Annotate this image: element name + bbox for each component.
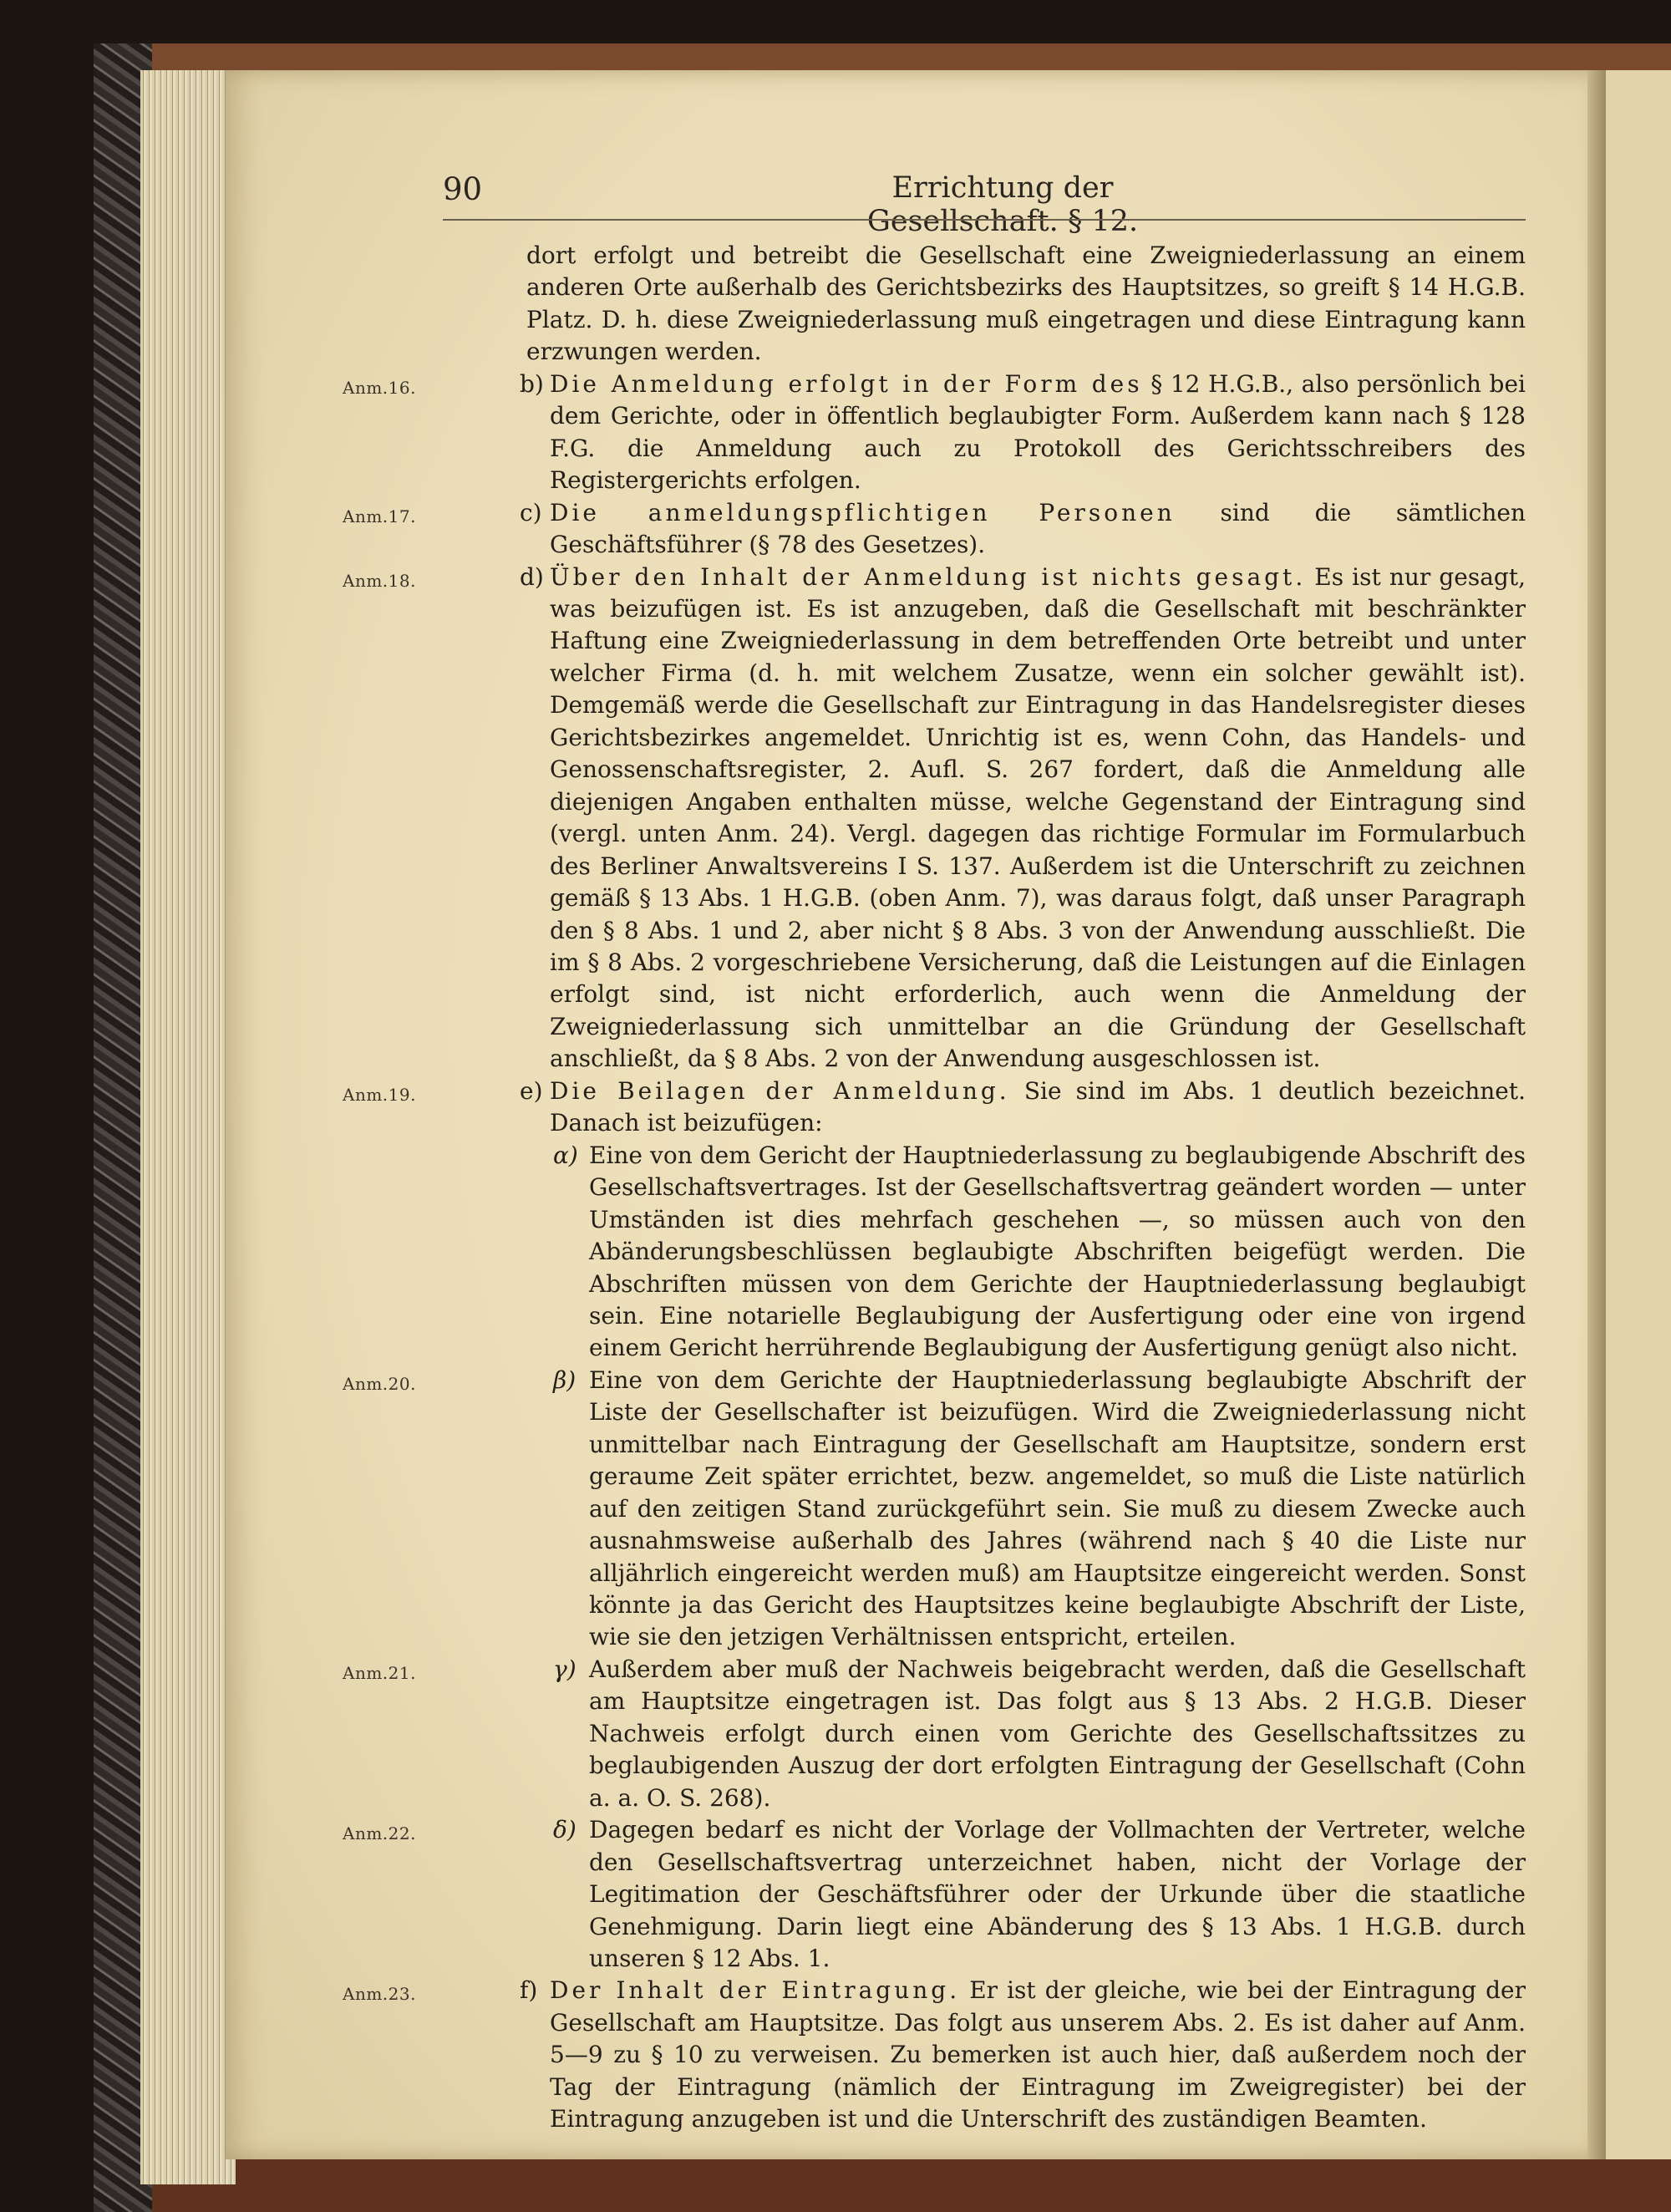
- margin-note: Anm.19.: [343, 1084, 416, 1105]
- subsection-text: Eine von dem Gericht der Hauptniederlassung zu beglaubigende Abschrift des Gesellschaftsvertrages. Ist der Gesellschaftsvertrag geändert worden — unter Umständen ist dies mehrfach geschehen —, so müssen auch von den Abänderungsbeschlüssen beglaubigte Abschriften beigefügt werden. Die Abschriften müssen von dem Gerichte der Hauptniederlassung beglaubigt sein. Eine notarielle Beglaubigung der Ausfertigung oder eine von irgend einem Gericht herrührende Beglaubigung der Ausfertigung genügt also nicht.: [589, 1141, 1526, 1362]
- item-label: f): [520, 1976, 538, 2005]
- subsection-gamma: [334, 1654, 1526, 1814]
- header-rule: [443, 219, 1526, 221]
- item-label: c): [520, 498, 542, 526]
- subsection-text: Dagegen bedarf es nicht der Vorlage der Vollmachten der Vertreter, welche den Gesellschaftsvertrag unterzeichnet haben, nicht der Vorlage der Legitimation der Geschäftsführer oder der Urkunde über die staatliche Genehmigung. Darin liegt eine Abänderung des § 13 Abs. 1 H.G.B. durch unseren § 12 Abs. 1.: [589, 1816, 1526, 1973]
- section-heading: Die Beilagen der Anmeldung.: [550, 1076, 1010, 1105]
- item-label: d): [520, 562, 544, 591]
- item-label: e): [520, 1076, 543, 1105]
- section-f: [334, 1975, 1526, 2135]
- item-label: b): [520, 369, 544, 398]
- page-number: 90: [443, 171, 483, 207]
- margin-note: Anm.18.: [343, 570, 416, 591]
- margin-note: Anm.21.: [343, 1662, 416, 1683]
- margin-note: Anm.16.: [343, 377, 416, 398]
- subitem-label: β): [553, 1365, 576, 1394]
- subsection-delta: [334, 1814, 1526, 1975]
- subsection-beta: [334, 1365, 1526, 1654]
- subitem-label: α): [553, 1141, 578, 1169]
- section-heading: Über den Inhalt der Anmeldung ist nichts gesagt.: [550, 562, 1307, 591]
- subsection-alpha: [334, 1140, 1526, 1365]
- page-edges: [140, 70, 236, 2184]
- page-body: [334, 240, 1526, 2136]
- subsection-text: Eine von dem Gerichte der Hauptniederlassung beglaubigte Abschrift der Liste der Gesellschafter ist beizufügen. Wird die Zweigniederlassung nicht unmittelbar nach Eintragung der Gesellschaft am Hauptsitze, sondern erst geraume Zeit später errichtet, bezw. angemeldet, so muß die Liste natürlich auf den zeitigen Stand zurückgeführt sein. Sie muß zu diesem Zwecke auch ausnahmsweise außerhalb des Jahres (während nach § 40 die Liste nur alljährlich eingereicht werden muß) am Hauptsitze eingereicht werden. Sonst könnte ja das Gericht des Hauptsitzes keine beglaubigte Abschrift der Liste, wie sie den jetzigen Verhältnissen entspricht, erteilen.: [589, 1365, 1526, 1651]
- margin-note: Anm.23.: [343, 1984, 416, 2005]
- section-text: Sie sind im Abs. 1 deutlich bezeichnet. Danach ist beizufügen:: [550, 1076, 1526, 1137]
- section-heading: Die Anmeldung erfolgt in der Form des: [550, 369, 1143, 398]
- margin-note: Anm.17.: [343, 506, 416, 526]
- section-b: [334, 369, 1526, 497]
- margin-note: Anm.20.: [343, 1373, 416, 1394]
- subsection-text: Außerdem aber muß der Nachweis beigebracht werden, daß die Gesellschaft am Hauptsitze eingetragen ist. Das folgt aus § 13 Abs. 2 H.G.B. Dieser Nachweis erfolgt durch einen vom Gerichte des Gesellschaftssitzes zu beglaubigenden Auszug der dort erfolgten Eintragung der Gesellschaft (Cohn a. a. O. S. 268).: [589, 1655, 1526, 1812]
- section-text: Es ist nur gesagt, was beizufügen ist. Es ist anzugeben, daß die Gesellschaft mit beschränkter Haftung eine Zweigniederlassung in dem betreffenden Orte betreibt und unter welcher Firma (d. h. mit welchem Zusatze, wenn ein solcher gewählt ist). Demgemäß werde die Gesellschaft zur Eintragung in das Handelsregister dieses Gerichtsbezirkes angemeldet. Unrichtig ist es, wenn Cohn, das Handels- und Genossenschaftsregister, 2. Aufl. S. 267 fordert, daß die Anmeldung alle diejenigen Angaben enthalten müsse, welche Gegenstand der Eintragung sind (vergl. unten Anm. 24). Vergl. dagegen das richtige Formular im Formularbuch des Berliner Anwaltsvereins I S. 137. Außerdem ist die Unterschrift zu zeichnen gemäß § 13 Abs. 1 H.G.B. (oben Anm. 7), was daraus folgt, daß unser Paragraph den § 8 Abs. 1 und 2, aber nicht § 8 Abs. 3 von der Anwendung ausschließt. Die im § 8 Abs. 2 vorgeschriebene Versicherung, daß die Leistungen auf die Einlagen erfolgt sind, ist nicht erforderlich, auch wenn die Anmeldung der Zweigniederlassung sich unmittelbar an die Gründung der Gesellschaft anschließt, da § 8 Abs. 2 von der Anwendung ausgeschlossen ist.: [550, 562, 1526, 1073]
- section-text: Er ist der gleiche, wie bei der Eintragung der Gesellschaft am Hauptsitze. Das folgt aus unserem Abs. 2. Es ist daher auf Anm. 5—9 zu § 10 zu verweisen. Zu bemerken ist auch hier, daß außerdem noch der Tag der Eintragung (nämlich der Eintragung im Zweigregister) bei der Eintragung anzugeben ist und die Unterschrift des zuständigen Beamten.: [550, 1976, 1526, 2133]
- section-text: sind die sämtlichen Geschäftsführer (§ 78 des Gesetzes).: [550, 498, 1526, 559]
- subitem-label: δ): [553, 1816, 576, 1844]
- facing-page-edge: [1606, 70, 1671, 2159]
- running-head: Errichtung der Gesellschaft. § 12.: [866, 171, 1139, 238]
- intro-paragraph: dort erfolgt und betreibt die Gesellschaft eine Zweigniederlassung an einem anderen Orte außerhalb des Gerichtsbezirks des Hauptsitzes, so greift § 14 H.G.B. Platz. D. h. diese Zweigniederlassung muß eingetragen und diese Eintragung kann erzwungen werden.: [526, 242, 1526, 366]
- section-text: § 12 H.G.B., also persönlich bei dem Gerichte, oder in öffentlich beglaubigter Form. Außerdem kann nach § 128 F.G. die Anmeldung auch zu Protokoll des Gerichtsschreibers des Registergerichts erfolgen.: [550, 369, 1526, 495]
- section-heading: Die anmeldungspflichtigen Personen: [550, 498, 1176, 526]
- section-heading: Der Inhalt der Eintragung.: [550, 1976, 961, 2005]
- section-d: [334, 562, 1526, 1075]
- section-e: [334, 1075, 1526, 1140]
- section-c: [334, 497, 1526, 562]
- subitem-label: γ): [553, 1655, 576, 1683]
- margin-note: Anm.22.: [343, 1823, 416, 1844]
